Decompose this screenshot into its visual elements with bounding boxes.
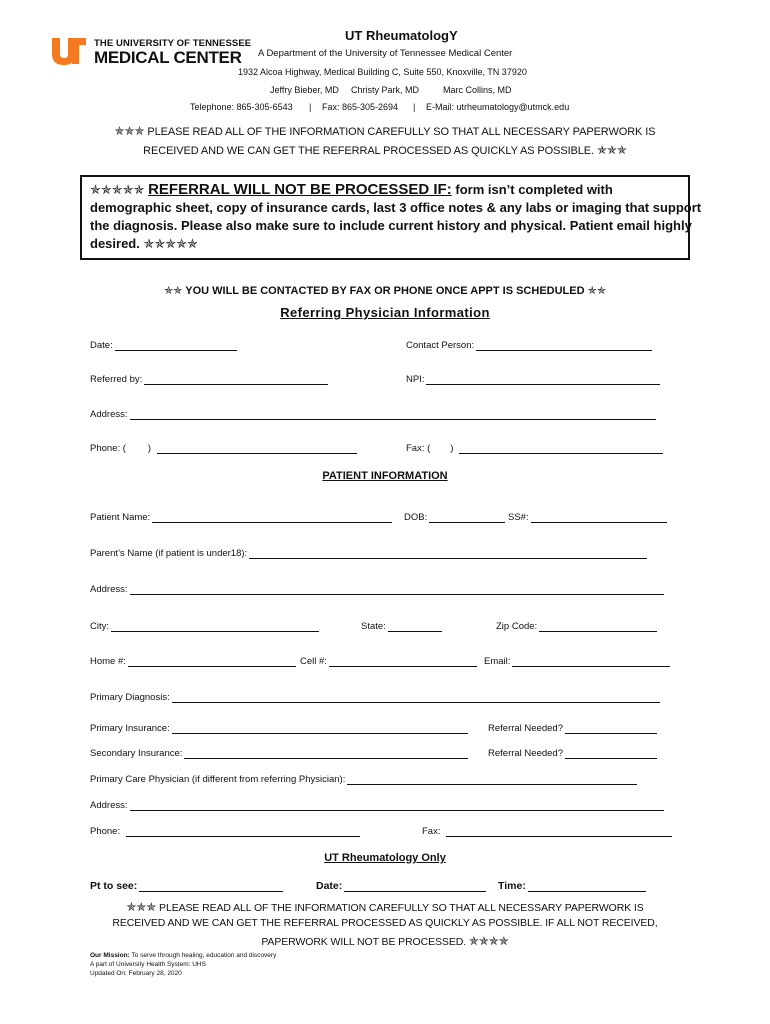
ut-only-title: UT Rheumatology Only (324, 852, 446, 864)
ref-phone-field[interactable] (90, 443, 357, 454)
pt-to-see-input[interactable] (139, 881, 283, 892)
ssn-field[interactable] (508, 512, 667, 523)
parent-name-label: Parent’s Name (if patient is under18): (90, 548, 248, 559)
primary-diagnosis-label: Primary Diagnosis: (90, 692, 170, 703)
secondary-insurance-label: Secondary Insurance: (90, 748, 183, 759)
notice-text: RECEIVED AND WE CAN GET THE REFERRAL PROCESSED AS QUICKLY AS POSSIBLE. IF ALL NOT RECEIVED, (112, 917, 658, 929)
referral-needed-input[interactable] (565, 723, 657, 734)
pcp-fax-field[interactable] (422, 826, 672, 837)
ut-logo-icon (48, 36, 88, 66)
pcp-phone-field[interactable] (90, 826, 360, 837)
star-icon: ✯✯✯ (126, 900, 157, 914)
pcp-address-input[interactable] (130, 800, 664, 811)
patient-information-title: PATIENT INFORMATION (322, 470, 448, 482)
ut-medical-center-logo (48, 36, 252, 70)
patient-name-label: Patient Name: (90, 512, 151, 523)
patient-address-label: Address: (90, 584, 128, 595)
state-label: State: (361, 621, 386, 632)
secondary-insurance-input[interactable] (184, 748, 468, 759)
doctor-1: Jeffry Bieber, MD (270, 85, 339, 95)
referred-by-input[interactable] (144, 374, 328, 385)
email: E-Mail: utrheumatology@utmck.edu (426, 102, 570, 112)
notice-text: PAPERWORK WILL NOT BE PROCESSED. (261, 936, 467, 948)
star-icon: ✯✯✯ (114, 124, 145, 138)
referred-by-field[interactable] (90, 374, 328, 385)
logo-line1: THE UNIVERSITY OF TENNESSEE (94, 38, 252, 49)
ut-time-label: Time: (498, 880, 526, 892)
star-icon: ✯✯ (163, 285, 183, 297)
primary-diagnosis-input[interactable] (172, 692, 660, 703)
pcp-fax-input[interactable] (446, 826, 672, 837)
patient-name-field[interactable] (90, 512, 392, 523)
parent-name-input[interactable] (249, 548, 647, 559)
mission-label: Our Mission: (90, 952, 130, 959)
referring-physician-title: Referring Physician Information (280, 305, 490, 320)
department-line: A Department of the University of Tennessee Medical Center (258, 48, 513, 59)
npi-field[interactable] (406, 374, 660, 385)
updated-line: Updated On: February 28, 2020 (90, 970, 182, 977)
referral-needed-field-2[interactable] (488, 748, 657, 759)
mission-text: To serve through healing, education and discovery (131, 952, 277, 959)
warning-heading: REFERRAL WILL NOT BE PROCESSED IF: (148, 181, 452, 198)
ut-date-input[interactable] (344, 881, 486, 892)
warning-box (80, 175, 702, 260)
cell-phone-field[interactable] (300, 656, 477, 667)
home-phone-input[interactable] (128, 656, 296, 667)
home-phone-field[interactable] (90, 656, 296, 667)
separator: | (309, 102, 312, 112)
npi-label: NPI: (406, 374, 425, 385)
star-icon: ✯✯✯✯✯ (143, 236, 198, 251)
contact-person-label: Contact Person: (406, 340, 475, 351)
pcp-phone-input[interactable] (126, 826, 360, 837)
contact-person-field[interactable] (406, 340, 652, 351)
patient-email-label: Email: (484, 656, 511, 667)
ref-fax-field[interactable] (406, 443, 663, 454)
paren: ) (450, 443, 454, 454)
ref-address-input[interactable] (130, 409, 656, 420)
notice-top-line2 (0, 143, 770, 157)
ref-address-label: Address: (90, 409, 128, 420)
ref-date-field[interactable] (90, 340, 237, 351)
pcp-input[interactable] (347, 774, 637, 785)
patient-address-input[interactable] (130, 584, 664, 595)
dob-field[interactable] (404, 512, 505, 523)
notice-top-line1 (0, 124, 770, 138)
clinic-title: UT RheumatologY (345, 28, 458, 43)
patient-email-input[interactable] (512, 656, 670, 667)
npi-input[interactable] (426, 374, 660, 385)
logo-line2: MEDICAL CENTER (94, 48, 242, 67)
primary-insurance-field[interactable] (90, 723, 468, 734)
contact-person-input[interactable] (476, 340, 652, 351)
pcp-phone-label: Phone: (90, 826, 121, 837)
contact-notice-text: YOU WILL BE CONTACTED BY FAX OR PHONE ONCE APPT IS SCHEDULED (185, 285, 585, 297)
notice-text: RECEIVED AND WE CAN GET THE REFERRAL PROCESSED AS QUICKLY AS POSSIBLE. (143, 145, 594, 157)
city-input[interactable] (111, 621, 319, 632)
cell-phone-label: Cell #: (300, 656, 327, 667)
primary-diagnosis-field[interactable] (90, 692, 660, 703)
fax-number: Fax: 865-305-2694 (322, 102, 399, 112)
warning-text: desired. (90, 236, 140, 251)
patient-address-field[interactable] (90, 584, 664, 595)
system-line: A part of University Health System: UHS (90, 961, 206, 968)
star-icon: ✯✯✯✯ (468, 934, 509, 948)
notice-bottom-line1 (0, 900, 770, 914)
star-icon: ✯✯ (587, 285, 607, 297)
address-line: 1932 Alcoa Highway, Medical Building C, Suite 550, Knoxville, TN 37920 (238, 67, 527, 77)
pcp-address-field[interactable] (90, 800, 664, 811)
pcp-label: Primary Care Physician (if different from referring Physician): (90, 774, 346, 785)
ssn-label: SS#: (508, 512, 529, 523)
ref-phone-label: Phone: ( (90, 443, 126, 454)
ref-phone-input[interactable] (157, 443, 357, 454)
primary-insurance-label: Primary Insurance: (90, 723, 170, 734)
patient-name-input[interactable] (152, 512, 392, 523)
state-field[interactable] (361, 621, 442, 632)
paren: ) (147, 443, 152, 454)
ssn-input[interactable] (531, 512, 667, 523)
referral-needed-field-1[interactable] (488, 723, 657, 734)
dob-label: DOB: (404, 512, 428, 523)
dob-input[interactable] (429, 512, 505, 523)
star-icon: ✯✯✯✯✯ (90, 182, 145, 197)
separator: | (413, 102, 416, 112)
pt-to-see-label: Pt to see: (90, 880, 138, 892)
doctor-3: Marc Collins, MD (443, 85, 512, 95)
contact-notice (0, 284, 770, 297)
zip-label: Zip Code: (496, 621, 538, 632)
ref-date-label: Date: (90, 340, 113, 351)
zip-input[interactable] (539, 621, 657, 632)
referral-needed-label: Referral Needed? (488, 748, 563, 759)
notice-text: PLEASE READ ALL OF THE INFORMATION CAREFULLY SO THAT ALL NECESSARY PAPERWORK IS (147, 126, 656, 138)
parent-name-field[interactable] (90, 548, 647, 559)
city-field[interactable] (90, 621, 319, 632)
mission-line (90, 952, 276, 959)
home-phone-label: Home #: (90, 656, 126, 667)
telephone: Telephone: 865-305-6543 (190, 102, 293, 112)
ut-date-field[interactable] (316, 880, 486, 892)
cell-phone-input[interactable] (329, 656, 477, 667)
referred-by-label: Referred by: (90, 374, 143, 385)
warning-text: the diagnosis. Please also make sure to include current history and physical. Patient email highly (90, 218, 692, 233)
ut-time-input[interactable] (528, 881, 646, 892)
pt-to-see-field[interactable] (90, 880, 283, 892)
patient-email-field[interactable] (484, 656, 670, 667)
notice-bottom-line3 (0, 934, 770, 948)
zip-field[interactable] (496, 621, 657, 632)
warning-text: form isn’t completed with (455, 182, 613, 197)
primary-insurance-input[interactable] (172, 723, 468, 734)
state-input[interactable] (388, 621, 442, 632)
notice-bottom-line2 (0, 917, 770, 929)
referral-needed-label: Referral Needed? (488, 723, 563, 734)
secondary-insurance-field[interactable] (90, 748, 468, 759)
doctor-2: Christy Park, MD (351, 85, 420, 95)
referral-needed-input[interactable] (565, 748, 657, 759)
notice-text: PLEASE READ ALL OF THE INFORMATION CAREFULLY SO THAT ALL NECESSARY PAPERWORK IS (159, 902, 644, 914)
pcp-address-label: Address: (90, 800, 128, 811)
ut-time-field[interactable] (498, 880, 646, 892)
ref-date-input[interactable] (115, 340, 237, 351)
ref-fax-input[interactable] (459, 443, 663, 454)
pcp-fax-label: Fax: (422, 826, 441, 837)
ref-fax-label: Fax: ( (406, 443, 431, 454)
city-label: City: (90, 621, 109, 632)
ref-address-field[interactable] (90, 409, 656, 420)
pcp-field[interactable] (90, 774, 637, 785)
ut-date-label: Date: (316, 880, 343, 892)
star-icon: ✯✯✯ (596, 143, 627, 157)
warning-text: demographic sheet, copy of insurance cards, last 3 office notes & any labs or imaging that support (90, 200, 702, 215)
